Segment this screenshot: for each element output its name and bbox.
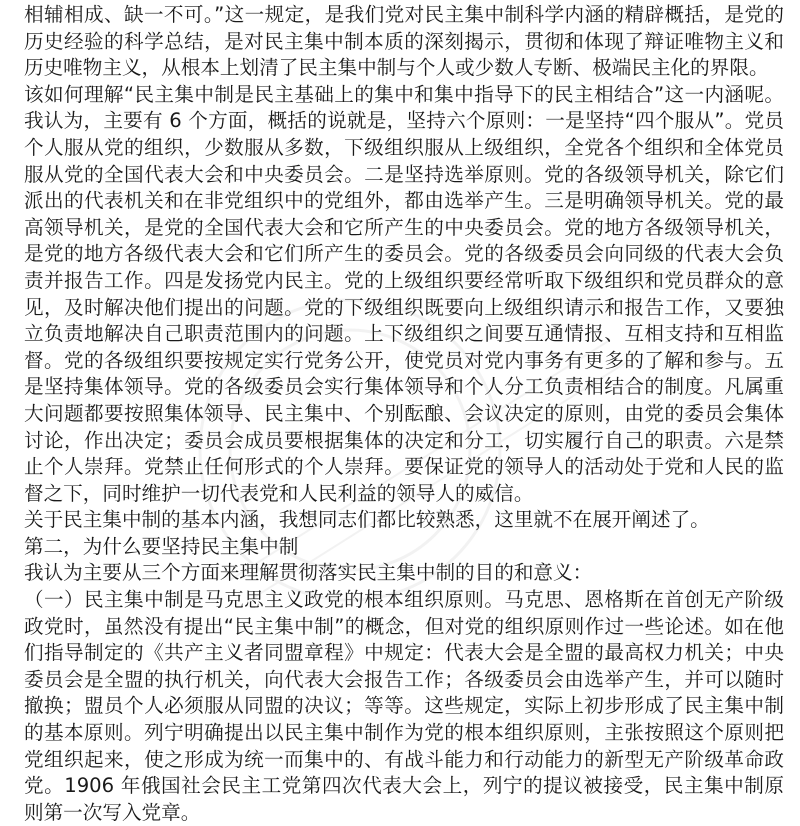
paragraph-three-aspects-intro: 我认为主要从三个方面来理解贯彻落实民主集中制的目的和意义： [24, 561, 593, 585]
section-heading-why: 第二，为什么要坚持民主集中制 [24, 534, 299, 558]
paragraph-six-principles: 该如何理解“民主集中制是民主基础上的集中和集中指导下的民主相结合”这一内涵呢。我认为，主要有 6 个方面，概括的说就是，坚持六个原则：一是坚持“四个服从”。党员个人服从党的组织，少数服从多数，下级组织服从上级组织，全党各个组织和全体党员服从党的全国代表大会和中央委员会。二是坚持选举原则。党的各级领导机关，除它们派出的代表机关和在非党组织中的党组外，都由选举产生。三是明确领导机关。党的最高领导机关，是党的全国代表大会和它所产生的中央委员会。党的地方各级领导机关，是党的地方各级代表大会和它们所产生的委员会。党的各级委员会向同级的代表大会负责并报告工作。四是发扬党内民主。党的上级组织要经常听取下级组织和党员群众的意见，及时解决他们提出的问题。党的下级组织既要向上级组织请示和报告工作，又要独立负责地解决自己职责范围内的问题。上下级组织之间要互通情报、互相支持和互相监督。党的各级组织要按规定实行党务公开，使党员对党内事务有更多的了解和参与。五是坚持集体领导。党的各级委员会实行集体领导和个人分工负责相结合的制度。凡属重大问题都要按照集体领导、民主集中、个别酝酿、会议决定的原则，由党的委员会集体讨论，作出决定；委员会成员要根据集体的决定和分工，切实履行自己的职责。六是禁止个人崇拜。党禁止任何形式的个人崇拜。要保证党的领导人的活动处于党和人民的监督之下，同时维护一切代表党和人民利益的领导人的威信。 [24, 82, 784, 505]
paragraph-basic-content-note: 关于民主集中制的基本内涵，我想同志们都比较熟悉，这里就不在展开阐述了。 [24, 508, 710, 532]
paragraph-marxist-principle: （一）民主集中制是马克思主义政党的根本组织原则。马克思、恩格斯在首创无产阶级政党时，虽然没有提出“民主集中制”的概念，但对党的组织原则作过一些论述。如在他们指导制定的《共产主义者同盟章程》中规定：代表大会是全盟的最高权力机关；中央委员会是全盟的执行机关，向代表大会报告工作；各级委员会由选举产生，并可以随时撤换；盟员个人必须服从同盟的决议；等等。这些规定，实际上初步形成了民主集中制的基本原则。列宁明确提出以民主集中制作为党的根本组织原则，主张按照这个原则把党组织起来，使之形成为统一而集中的、有战斗能力和行动能力的新型无产阶级革命政党。1906 年俄国社会民主工党第四次代表大会上，列宁的提议被接受，民主集中制原则第一次写入党章。 [24, 588, 784, 824]
document-body [24, 2, 784, 826]
paragraph-definition-summary: 相辅相成、缺一不可。”这一规定，是我们党对民主集中制科学内涵的精辟概括，是党的历史经验的科学总结，是对民主集中制本质的深刻揭示，贯彻和体现了辩证唯物主义和历史唯物主义，从根本上划清了民主集中制与个人或少数人专断、极端民主化的界限。 [24, 3, 784, 80]
